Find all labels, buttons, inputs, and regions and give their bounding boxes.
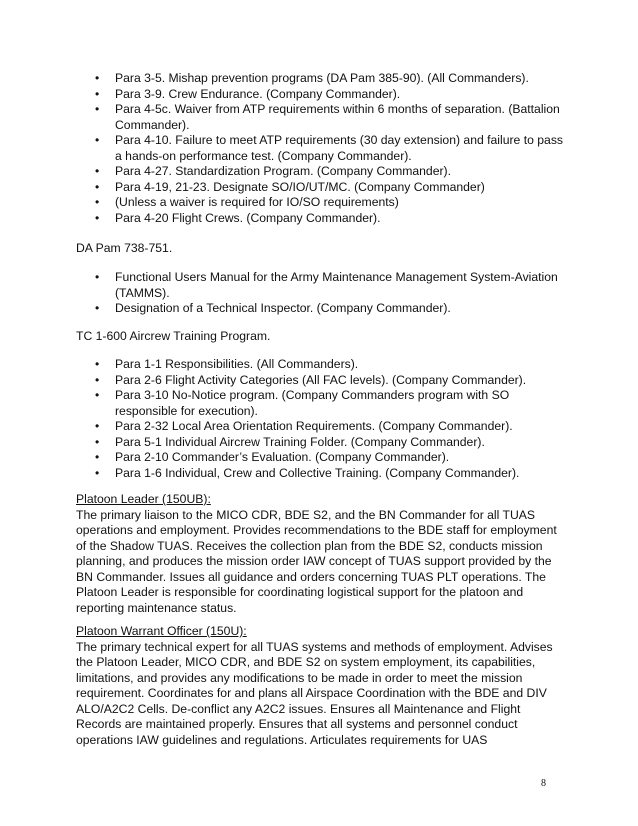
list-item: • Para 3-5. Mishap prevention programs (DA Pam 385-90). (All Commanders).: [95, 71, 565, 87]
platoon-leader-section: [76, 492, 566, 616]
list-item: • Para 2-6 Flight Activity Categories (All FAC levels). (Company Commander).: [95, 373, 565, 389]
platoon-leader-heading: Platoon Leader (150UB):: [76, 492, 211, 506]
list-item: • (Unless a waiver is required for IO/SO requirements): [95, 195, 565, 211]
list-item: • Designation of a Technical Inspector. (Company Commander).: [95, 301, 565, 317]
list-item: • Functional Users Manual for the Army Maintenance Management System-Aviation (TAMMS).: [95, 270, 565, 301]
list-item: • Para 3-10 No-Notice program. (Company Commanders program with SO responsible for execution).: [95, 388, 565, 419]
list-item: • Para 1-6 Individual, Crew and Collective Training. (Company Commander).: [95, 466, 565, 482]
list-item: • Para 2-32 Local Area Orientation Requirements. (Company Commander).: [95, 419, 565, 435]
list-item: • Para 2-10 Commander’s Evaluation. (Company Commander).: [95, 450, 565, 466]
list-item: • Para 4-19, 21-23. Designate SO/IO/UT/MC. (Company Commander): [95, 180, 565, 196]
list-item: • Para 1-1 Responsibilities. (All Commanders).: [95, 357, 565, 373]
list-item: • Para 3-9. Crew Endurance. (Company Commander).: [95, 87, 565, 103]
page-number: 8: [541, 778, 546, 789]
platoon-warrant-section: [76, 624, 566, 748]
section-title-da-pam: DA Pam 738-751.: [76, 241, 173, 255]
platoon-warrant-heading: Platoon Warrant Officer (150U):: [76, 624, 247, 638]
list-item: • Para 4-27. Standardization Program. (Company Commander).: [95, 164, 565, 180]
list-item: • Para 4-5c. Waiver from ATP requirements within 6 months of separation. (Battalion Commander).: [95, 102, 565, 133]
bullet-list-tc: [95, 357, 565, 481]
list-item: • Para 5-1 Individual Aircrew Training Folder. (Company Commander).: [95, 435, 565, 451]
bullet-list-da-pam: [95, 270, 565, 317]
platoon-warrant-body: The primary technical expert for all TUAS systems and methods of employment. Advises the Platoon Leader, MICO CDR, and BDE S2 on system employment, its capabilities, limitations, and provides any modifications to be made in order to meet the mission requirement. Coordinates for and plans all Airspace Coordination with the BDE and DIV ALO/A2C2 Cells. De-conflict any A2C2 issues. Ensures all Maintenance and Flight Records are maintained properly. Ensures that all systems and personnel conduct operations IAW guidelines and regulations. Articulates requirements for UAS: [76, 639, 553, 747]
list-item: • Para 4-20 Flight Crews. (Company Commander).: [95, 211, 565, 227]
list-item: • Para 4-10. Failure to meet ATP requirements (30 day extension) and failure to pass a hands-on performance test. (Company Commander).: [95, 133, 565, 164]
platoon-leader-body: The primary liaison to the MICO CDR, BDE S2, and the BN Commander for all TUAS operations and employment. Provides recommendations to the BDE staff for employment of the Shadow TUAS. Receives the collection plan from the BDE S2, conducts mission planning, and produces the mission order IAW concept of TUAS support provided by the BN Commander. Issues all guidance and orders concerning TUAS PLT operations. The Platoon Leader is responsible for coordinating logistical support for the platoon and reporting maintenance status.: [76, 507, 557, 615]
bullet-list-army-regulation: [95, 71, 565, 226]
section-title-tc: TC 1-600 Aircrew Training Program.: [76, 329, 271, 343]
